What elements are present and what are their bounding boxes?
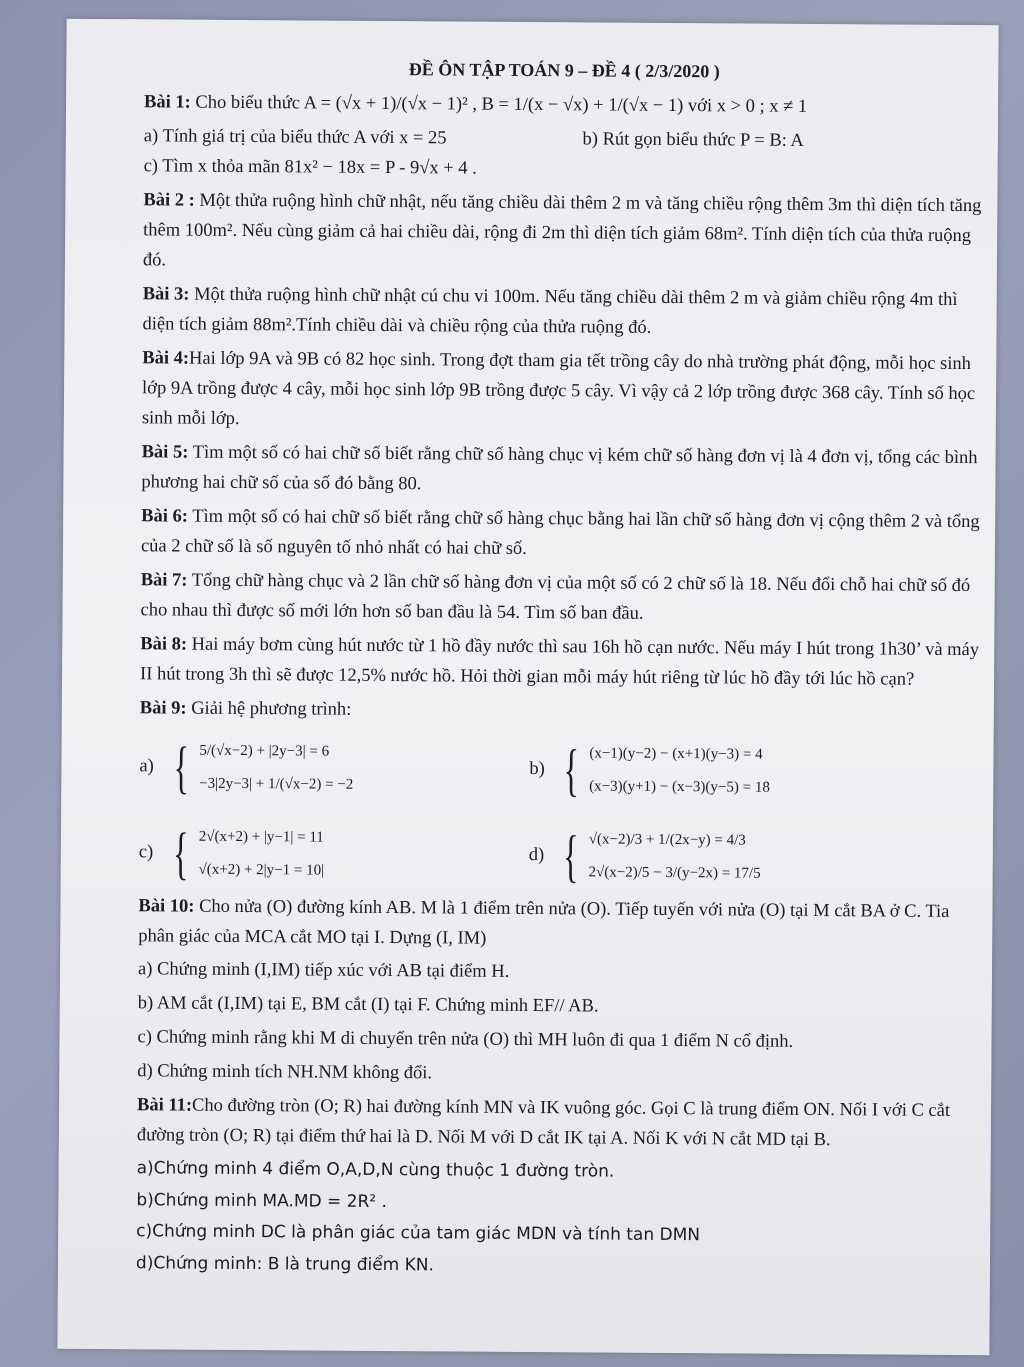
bai7-label: Bài 7: <box>140 569 188 591</box>
bai1-b: b) Rút gọn biểu thức P = B: A <box>582 129 804 152</box>
bai10 <box>138 892 978 958</box>
brace-icon: { <box>563 736 580 802</box>
system-a-label: a) <box>139 755 154 776</box>
bai5 <box>141 438 981 504</box>
bai3-text: Một thửa ruộng hình chữ nhật cú chu vi 100m. Nếu tăng chiều dài thêm 2 m và giảm chiều rộng 4m thì diện tích giảm 88m².Tính chiều dài và chiều rộng của thửa ruộng đó. <box>142 284 958 338</box>
paper-content <box>136 53 985 1287</box>
bai2 <box>143 186 984 282</box>
bai9 <box>140 694 980 730</box>
bai2-text: Một thửa ruộng hình chữ nhật, nếu tăng chiều dài thêm 2 m và tăng chiều rộng thêm 3m thì diện tích tăng thêm 100m². Nếu cùng giảm cả hai chiều dài, rộng đi 2m thì diện tích giảm 68m². Tính diện tích của thửa ruộng đó. <box>142 190 982 271</box>
brace-icon: { <box>173 734 190 800</box>
system-c-eq1: 2√(x+2) + |y−1| = 11 <box>198 828 324 846</box>
system-b-equations <box>589 737 770 804</box>
system-b-eq2: (x−3)(y+1) − (x−3)(y−5) = 18 <box>589 777 770 796</box>
system-d-eq2: 2√(x−2)/5 − 3/(y−2x) = 17/5 <box>588 863 761 882</box>
exam-paper <box>57 19 998 1355</box>
bai10-d: d) Chứng minh tích NH.NM không đổi. <box>137 1061 433 1084</box>
system-c-label: c) <box>138 841 154 862</box>
system-c-equations <box>198 820 324 887</box>
bai8 <box>140 630 980 696</box>
system-d-label: d) <box>528 844 545 865</box>
bai4-text: Hai lớp 9A và 9B có 82 học sinh. Trong đợt tham gia tết trồng cây do nhà trường phát động, mỗi học sinh lớp 9A trồng được 4 cây, mỗi học sinh lớp 9B trồng được 5 cây. Vì vậy cả 2 lớp trồng được 368 cây. Tính số học sinh mỗi lớp. <box>141 348 976 429</box>
bai9-text: Giải hệ phương trình: <box>191 698 352 720</box>
bai1-text: Cho biểu thức A = (√x + 1)/(√x − 1)² , B = 1/(x − √x) + 1/(√x − 1) với x > 0 ; x ≠ 1 <box>195 92 808 118</box>
bai11-d: d)Chứng minh: B là trung điểm KN. <box>135 1253 435 1276</box>
bai7-text: Tổng chữ hàng chục và 2 lần chữ số hàng đơn vị của một số có 2 chữ số là 18. Nếu đổi chỗ hai chữ số đó cho nhau thì được số mới lớn hơn số ban đầu là 54. Tìm số ban đầu. <box>140 570 971 624</box>
system-a-eq2: −3|2y−3| + 1/(√x−2) = −2 <box>199 775 354 793</box>
system-c-eq2: √(x+2) + 2|y−1 = 10| <box>198 861 325 879</box>
bai10-c: c) Chứng minh rằng khi M di chuyển trên nửa (O) thì MH luôn đi qua 1 điểm N cố định. <box>137 1027 794 1053</box>
bai9-label: Bài 9: <box>139 697 187 719</box>
bai6-label: Bài 6: <box>141 506 189 527</box>
system-d-eq1: √(x−2)/3 + 1/(2x−y) = 4/3 <box>588 830 746 849</box>
bai1-c: c) Tìm x thỏa mãn 81x² − 18x = P - 9√x + 4 . <box>143 156 477 179</box>
system-d <box>529 823 959 892</box>
system-c <box>139 820 529 889</box>
bai1-label: Bài 1: <box>144 92 191 113</box>
bai8-label: Bài 8: <box>140 633 188 655</box>
bai5-label: Bài 5: <box>141 442 189 463</box>
bai6-text: Tìm một số có hai chữ số biết rằng chữ số hàng chục bằng hai lần chữ số hàng đơn vị cộng thêm 2 và tổng của 2 chữ số là số nguyên tố nhỏ nhất có hai chữ số. <box>140 506 980 559</box>
system-b-label: b) <box>529 758 545 779</box>
bai10-text: Cho nửa (O) đường kính AB. M là 1 điểm trên nửa (O). Tiếp tuyến với nửa (O) tại M cắt BA ở C. Tia phân giác của MCA cắt MO tại I. Dựng (I, IM) <box>138 896 950 949</box>
bai1-a: a) Tính giá trị của biểu thức A với x = 25 <box>143 126 447 149</box>
bai7 <box>140 566 980 632</box>
bai11-b: b)Chứng minh MA.MD = 2R² . <box>136 1190 387 1212</box>
bai5-text: Tìm một số có hai chữ số biết rằng chữ số hàng chục vị kém chữ số hàng đơn vị là 4 đơn vị, tổng các bình phương hai chữ số của số đó bằng 80. <box>141 442 978 495</box>
bai10-a: a) Chứng minh (I,IM) tiếp xúc với AB tại điểm H. <box>137 959 510 983</box>
bai1-intro <box>144 88 984 124</box>
system-b-eq1: (x−1)(y−2) − (x+1)(y−3) = 4 <box>589 744 763 763</box>
bai11 <box>137 1092 977 1158</box>
system-a-equations <box>199 734 354 801</box>
bai11-c: c)Chứng minh DC là phân giác của tam giác MDN và tính tan DMN <box>136 1221 701 1246</box>
system-a <box>139 734 529 803</box>
page-title: ĐỀ ÔN TẬP TOÁN 9 – ĐỀ 4 ( 2/3/2020 ) <box>408 59 720 82</box>
bai10-label: Bài 10: <box>138 895 195 917</box>
bai6 <box>141 502 981 568</box>
bai11-label: Bài 11: <box>136 1095 193 1117</box>
bai11-text: Cho đường tròn (O; R) hai đường kính MN và IK vuông góc. Gọi C là trung điểm ON. Nối I với C cắt đường tròn (O; R) tại điểm thứ hai là D. Nối M với D cắt IK tại A. Nối K với N cắt MD tại B. <box>136 1096 951 1151</box>
bai4-label: Bài 4: <box>142 348 190 369</box>
bai2-label: Bài 2 : <box>143 190 195 211</box>
brace-icon: { <box>172 820 189 886</box>
bai4 <box>142 344 983 440</box>
system-b <box>529 737 959 806</box>
bai11-a: a)Chứng minh 4 điểm O,A,D,N cùng thuộc 1 đường tròn. <box>136 1158 615 1182</box>
system-a-eq1: 5/(√x−2) + |2y−3| = 6 <box>199 742 330 760</box>
bai9-systems <box>139 728 980 898</box>
bai8-text: Hai máy bơm cùng hút nước từ 1 hồ đầy nước thì sau 16h hồ cạn nước. Nếu máy I hút trong 1h30’ và máy II hút trong 3h thì sẽ được 12,5% nước hồ. Hỏi thời gian mỗi máy hút riêng từ lúc hồ đầy tới lúc hồ cạn? <box>140 634 980 690</box>
bai3-label: Bài 3: <box>142 284 190 305</box>
system-d-equations <box>588 823 761 890</box>
bai10-b: b) AM cắt (I,IM) tại E, BM cắt (I) tại F. Chứng minh EF// AB. <box>137 993 599 1017</box>
brace-icon: { <box>562 822 579 888</box>
bai3 <box>142 280 982 346</box>
